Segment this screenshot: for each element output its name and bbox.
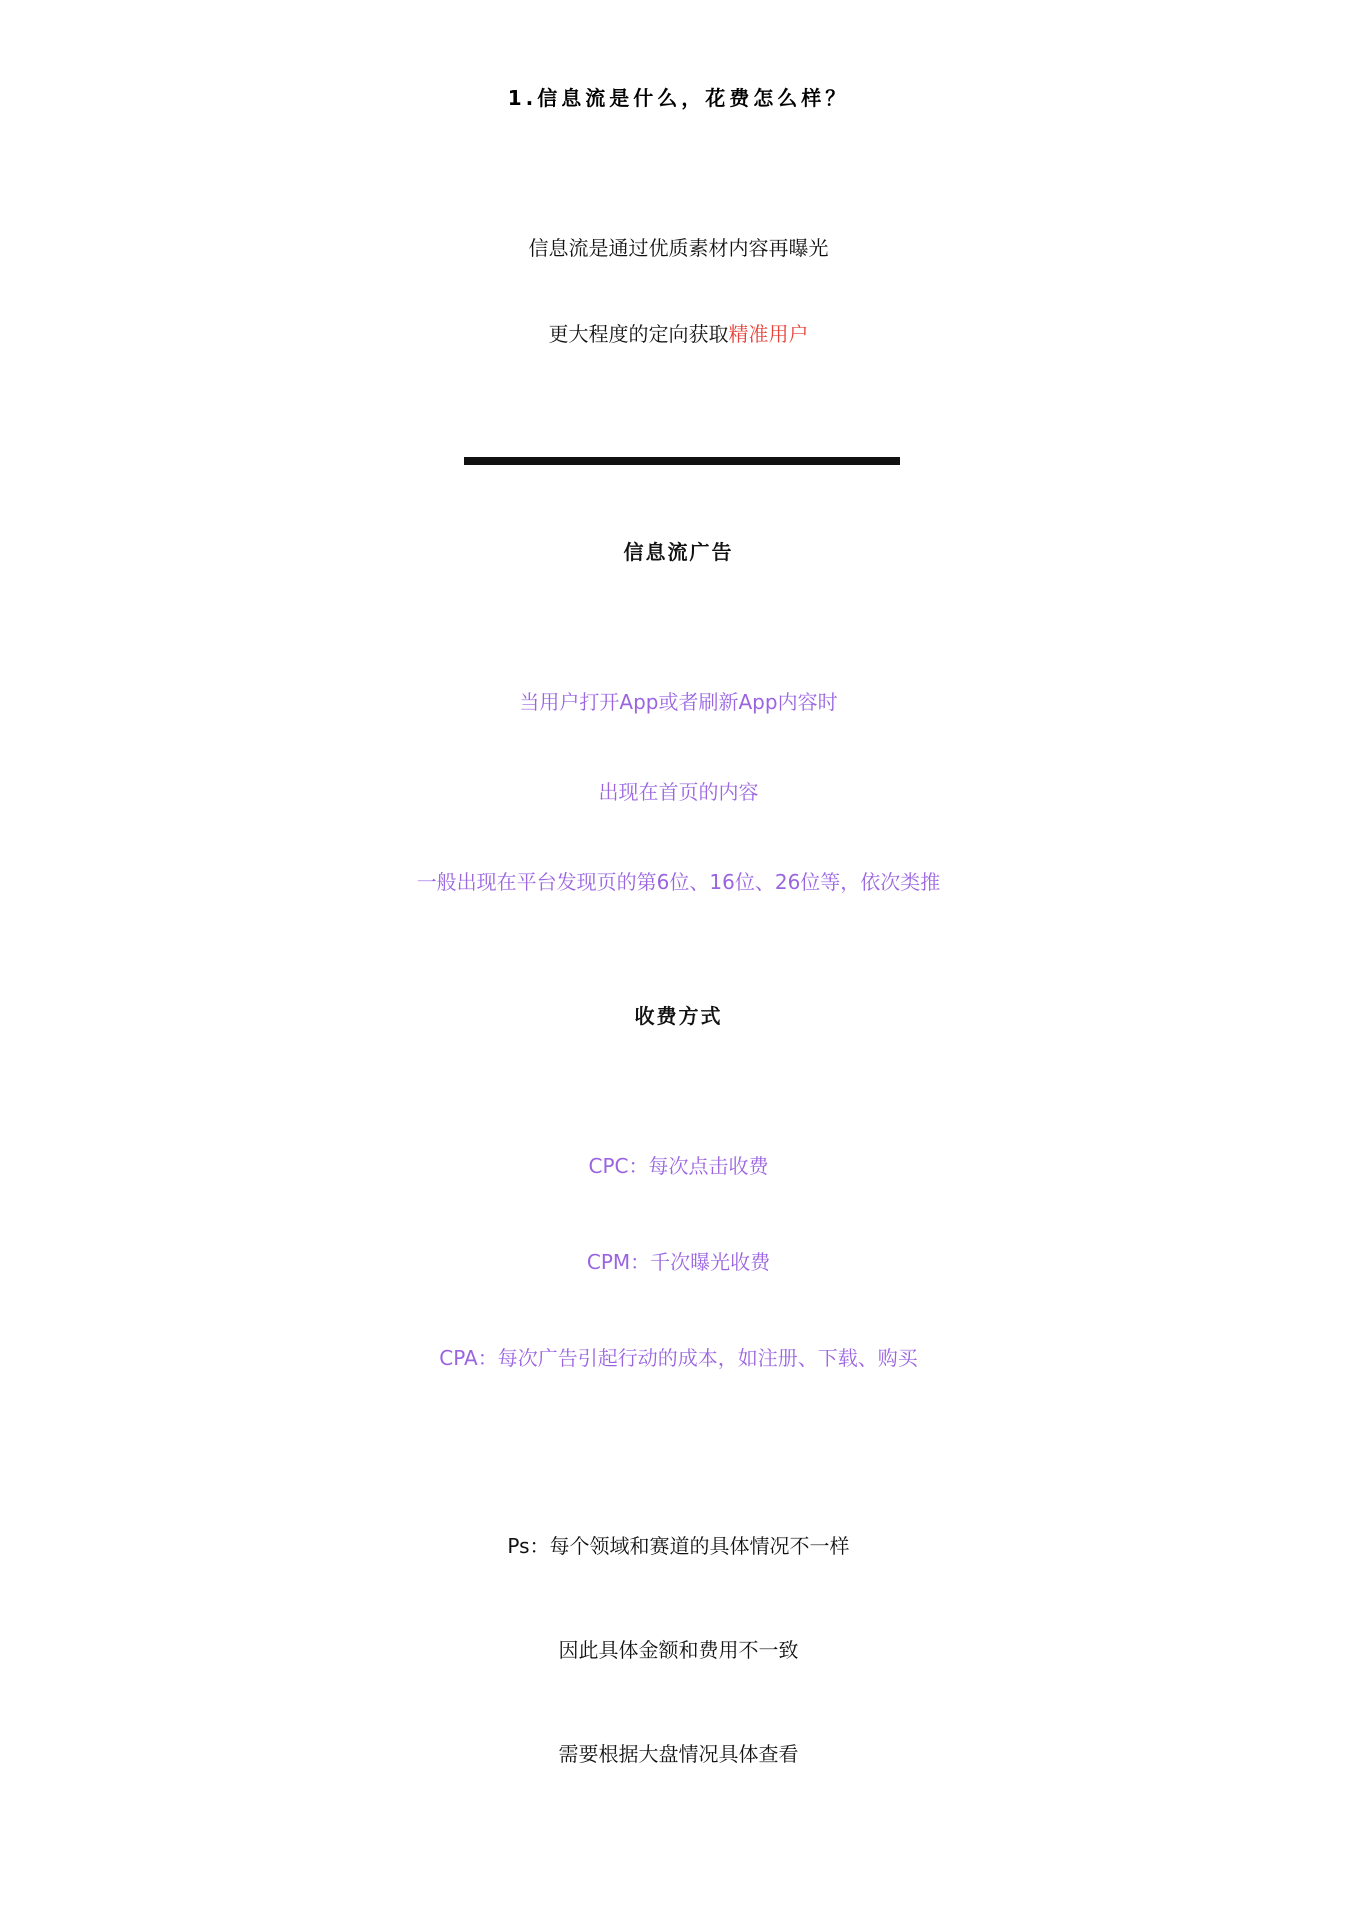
note-line-2: 因此具体金额和费用不一致 <box>558 1638 799 1662</box>
note-line-1: Ps：每个领域和赛道的具体情况不一样 <box>507 1534 850 1558</box>
intro-line-2 <box>0 322 1357 346</box>
page-title: 1.信息流是什么，花费怎么样？ <box>507 86 850 110</box>
feed-ads-line-1: 当用户打开App或者刷新App内容时 <box>519 690 838 714</box>
section-heading-billing: 收费方式 <box>634 1004 723 1028</box>
billing-cpm: CPM：千次曝光收费 <box>586 1250 771 1274</box>
intro-line-2-prefix: 更大程度的定向获取 <box>548 322 729 346</box>
billing-cpc: CPC：每次点击收费 <box>588 1154 769 1178</box>
intro-highlight: 精准用户 <box>728 322 809 346</box>
note-line-3: 需要根据大盘情况具体查看 <box>558 1742 799 1766</box>
feed-ads-line-3: 一般出现在平台发现页的第6位、16位、26位等，依次类推 <box>416 870 941 894</box>
intro-line-1: 信息流是通过优质素材内容再曝光 <box>528 236 829 260</box>
feed-ads-line-2: 出现在首页的内容 <box>598 780 759 804</box>
section-divider <box>464 457 900 465</box>
section-heading-feed-ads: 信息流广告 <box>623 540 734 564</box>
billing-cpa: CPA：每次广告引起行动的成本，如注册、下载、购买 <box>439 1346 918 1370</box>
